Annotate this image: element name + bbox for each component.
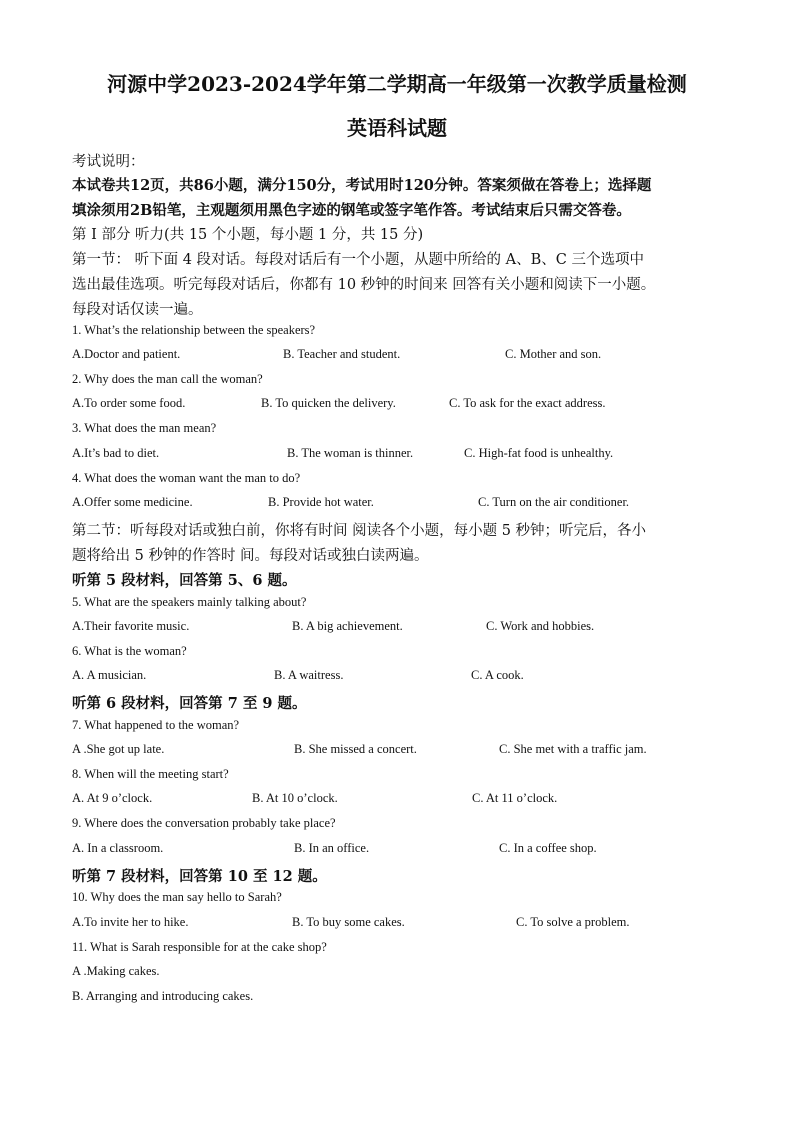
question-3-option-c: C. High-fat food is unhealthy. (464, 446, 614, 460)
question-4-option-b: B. Provide hot water. (268, 495, 374, 509)
question-4-option-a: A.Offer some medicine. (72, 495, 193, 509)
question-8-option-b: B. At 10 o’clock. (252, 791, 338, 805)
question-10-option-c: C. To solve a problem. (516, 915, 630, 929)
question-7-option-b: B. She missed a concert. (294, 742, 417, 756)
question-3-option-a: A.It’s bad to diet. (72, 446, 160, 460)
question-1-stem: 1. What’s the relationship between the speakers? (72, 323, 316, 337)
question-6-option-c: C. A cook. (471, 668, 524, 682)
question-9-option-b: B. In an office. (294, 841, 370, 855)
subject-title: 英语科试题 (347, 116, 447, 140)
question-4-option-c: C. Turn on the air conditioner. (478, 495, 630, 509)
section2-line-1: 第二节：听每段对话或独白前，你将有时间 阅读各个小题，每小题 5 秒钟；听完后，各小 (72, 523, 647, 539)
question-11-stem: 11. What is Sarah responsible for at the cake shop? (72, 940, 327, 954)
section1-line-2: 选出最佳选项。听完每段对话后，你都有 10 秒钟的时间来 回答有关小题和阅读下一小题。 (72, 277, 656, 293)
question-5-option-b: B. A big achievement. (292, 619, 403, 633)
question-2-option-a: A.To order some food. (72, 396, 186, 410)
question-8-stem: 8. When will the meeting start? (72, 767, 229, 781)
section1-line-1: 第一节： 听下面 4 段对话。每段对话后有一个小题，从题中所给的 A、B、C 三个选项中 (72, 252, 644, 268)
exam-title: 河源中学2023-2024学年第二学期高一年级第一次教学质量检测 (107, 72, 687, 96)
material-7-heading: 听第 7 段材料，回答第 10 至 12 题。 (72, 868, 327, 885)
question-9-option-c: C. In a coffee shop. (499, 841, 597, 855)
question-3-option-b: B. The woman is thinner. (287, 446, 414, 460)
question-10-option-a: A.To invite her to hike. (72, 915, 189, 929)
question-6-option-b: B. A waitress. (274, 668, 344, 682)
section1-line-3: 每段对话仅读一遍。 (72, 302, 203, 318)
instructions-line-1: 本试卷共12页，共86小题，满分150分，考试用时120分钟。答案须做在答卷上；选择题 (72, 177, 652, 194)
question-2-option-b: B. To quicken the delivery. (261, 396, 396, 410)
question-8-option-c: C. At 11 o’clock. (472, 791, 558, 805)
section2-line-2: 题将给出 5 秒钟的作答时 间。每段对话或独白读两遍。 (72, 548, 429, 564)
instructions-line-2: 填涂须用2B铅笔，主观题须用黑色字迹的钢笔或签字笔作答。考试结束后只需交答卷。 (72, 202, 631, 219)
question-10-option-b: B. To buy some cakes. (292, 915, 405, 929)
question-1-option-a: A.Doctor and patient. (72, 347, 181, 361)
part1-heading: 第 I 部分 听力(共 15 个小题，每小题 1 分，共 15 分) (72, 227, 424, 243)
question-2-stem: 2. Why does the man call the woman? (72, 372, 263, 386)
question-5-stem: 5. What are the speakers mainly talking about? (72, 595, 307, 609)
question-1-option-c: C. Mother and son. (505, 347, 602, 361)
question-7-option-c: C. She met with a traffic jam. (499, 742, 647, 756)
question-7-option-a: A .She got up late. (72, 742, 165, 756)
material-6-heading: 听第 6 段材料，回答第 7 至 9 题。 (72, 695, 307, 712)
question-8-option-a: A. At 9 o’clock. (72, 791, 153, 805)
question-3-stem: 3. What does the man mean? (72, 421, 217, 435)
question-9-option-a: A. In a classroom. (72, 841, 164, 855)
question-4-stem: 4. What does the woman want the man to do? (72, 471, 301, 485)
question-11-option-a: A .Making cakes. (72, 964, 160, 978)
question-5-option-c: C. Work and hobbies. (486, 619, 595, 633)
instructions-label: 考试说明： (72, 154, 145, 170)
question-6-stem: 6. What is the woman? (72, 644, 187, 658)
question-6-option-a: A. A musician. (72, 668, 147, 682)
question-7-stem: 7. What happened to the woman? (72, 718, 240, 732)
question-2-option-c: C. To ask for the exact address. (449, 396, 606, 410)
question-11-option-b: B. Arranging and introducing cakes. (72, 989, 254, 1003)
question-10-stem: 10. Why does the man say hello to Sarah? (72, 890, 282, 904)
material-5-heading: 听第 5 段材料，回答第 5、6 题。 (72, 572, 297, 589)
question-1-option-b: B. Teacher and student. (283, 347, 401, 361)
question-5-option-a: A.Their favorite music. (72, 619, 190, 633)
question-9-stem: 9. Where does the conversation probably take place? (72, 816, 336, 830)
